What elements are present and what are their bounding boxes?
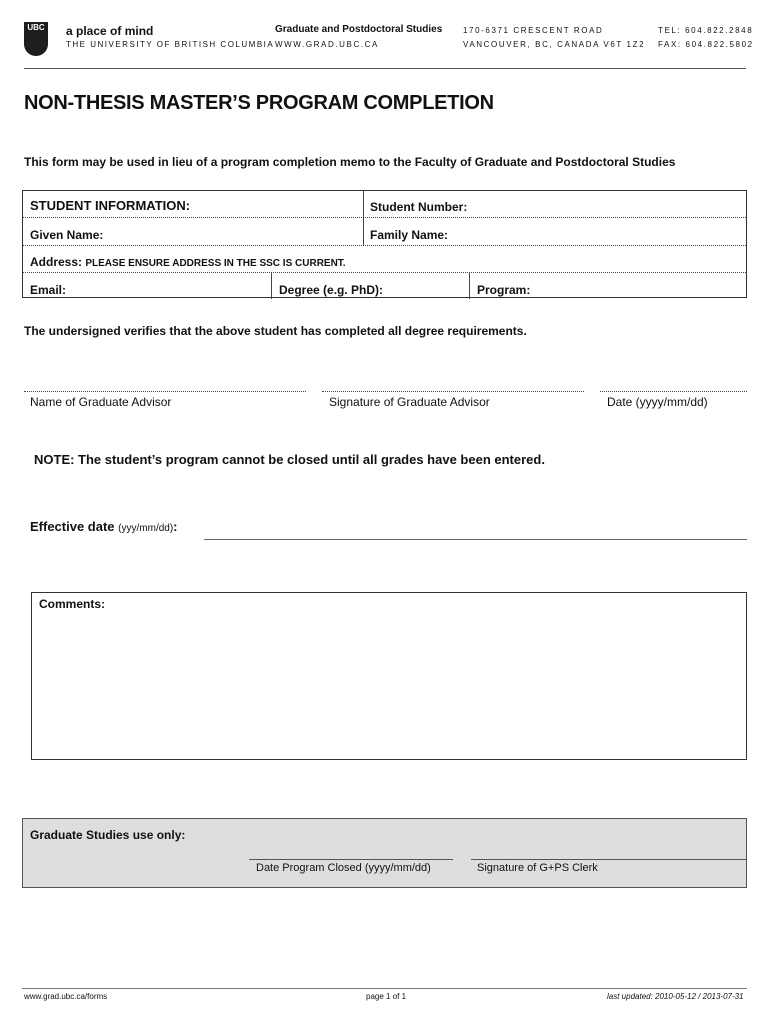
comments-label: Comments:: [39, 597, 106, 611]
effective-date-label: [30, 519, 178, 534]
student-info-box: [22, 190, 747, 298]
footer-url[interactable]: www.grad.ubc.ca/forms: [24, 992, 108, 1001]
footer-divider: [22, 988, 747, 989]
department-name: Graduate and Postdoctoral Studies: [275, 24, 443, 35]
telephone: TEL: 604.822.2848: [658, 26, 754, 35]
clerk-signature-label: Signature of G+PS Clerk: [477, 862, 598, 874]
divider: [271, 272, 272, 299]
clerk-signature-line[interactable]: [471, 859, 747, 860]
student-info-heading: STUDENT INFORMATION:: [30, 198, 191, 213]
effective-date-text: Effective date: [30, 519, 115, 534]
verification-text: The undersigned verifies that the above student has completed all degree requirements.: [24, 324, 527, 338]
graduate-studies-title: Graduate Studies use only:: [30, 828, 186, 842]
comments-box[interactable]: [31, 592, 747, 760]
divider: [363, 191, 364, 245]
effective-date-hint: (yyy/mm/dd): [118, 523, 174, 534]
row-divider: [23, 217, 746, 218]
advisor-name-line[interactable]: [24, 391, 306, 392]
family-name-field[interactable]: Family Name:: [370, 228, 449, 242]
last-updated: last updated: 2010-05-12 / 2013-07-31: [607, 992, 744, 1001]
tagline: a place of mind: [66, 24, 154, 38]
degree-field[interactable]: Degree (e.g. PhD):: [279, 283, 384, 297]
advisor-signature-label: Signature of Graduate Advisor: [329, 395, 490, 409]
email-field[interactable]: Email:: [30, 283, 67, 297]
advisor-signature-line[interactable]: [322, 391, 584, 392]
address-note: PLEASE ENSURE ADDRESS IN THE SSC IS CURRENT.: [85, 258, 346, 269]
date-closed-line[interactable]: [249, 859, 453, 860]
ubc-logo: [24, 22, 48, 56]
program-field[interactable]: Program:: [477, 283, 531, 297]
website[interactable]: WWW.GRAD.UBC.CA: [275, 40, 379, 49]
student-number-field[interactable]: Student Number:: [370, 200, 468, 214]
divider: [469, 272, 470, 299]
address-line-1: 170-6371 CRESCENT ROAD: [463, 26, 604, 35]
row-divider: [23, 272, 746, 273]
note-text: NOTE: The student’s program cannot be closed until all grades have been entered.: [34, 452, 545, 467]
advisor-name-label: Name of Graduate Advisor: [30, 395, 172, 409]
address-label: Address:: [30, 255, 83, 269]
date-closed-label: Date Program Closed (yyyy/mm/dd): [256, 862, 431, 874]
address-field[interactable]: [30, 255, 346, 269]
row-divider: [23, 245, 746, 246]
given-name-field[interactable]: Given Name:: [30, 228, 104, 242]
effective-date-colon: :: [173, 519, 178, 534]
graduate-studies-box: [22, 818, 747, 888]
university-name: THE UNIVERSITY OF BRITISH COLUMBIA: [66, 40, 275, 49]
fax: FAX: 604.822.5802: [658, 40, 754, 49]
logo-text: UBC: [27, 23, 45, 32]
date-label: Date (yyyy/mm/dd): [607, 395, 708, 409]
effective-date-input-line[interactable]: [204, 539, 747, 540]
page-number: page 1 of 1: [366, 992, 407, 1001]
address-line-2: VANCOUVER, BC, CANADA V6T 1Z2: [463, 40, 646, 49]
intro-text: This form may be used in lieu of a program completion memo to the Faculty of Graduate and Postdoctoral Studies: [24, 155, 676, 169]
page-title: NON-THESIS MASTER’S PROGRAM COMPLETION: [24, 92, 494, 114]
date-line[interactable]: [600, 391, 747, 392]
header-divider: [24, 68, 746, 69]
